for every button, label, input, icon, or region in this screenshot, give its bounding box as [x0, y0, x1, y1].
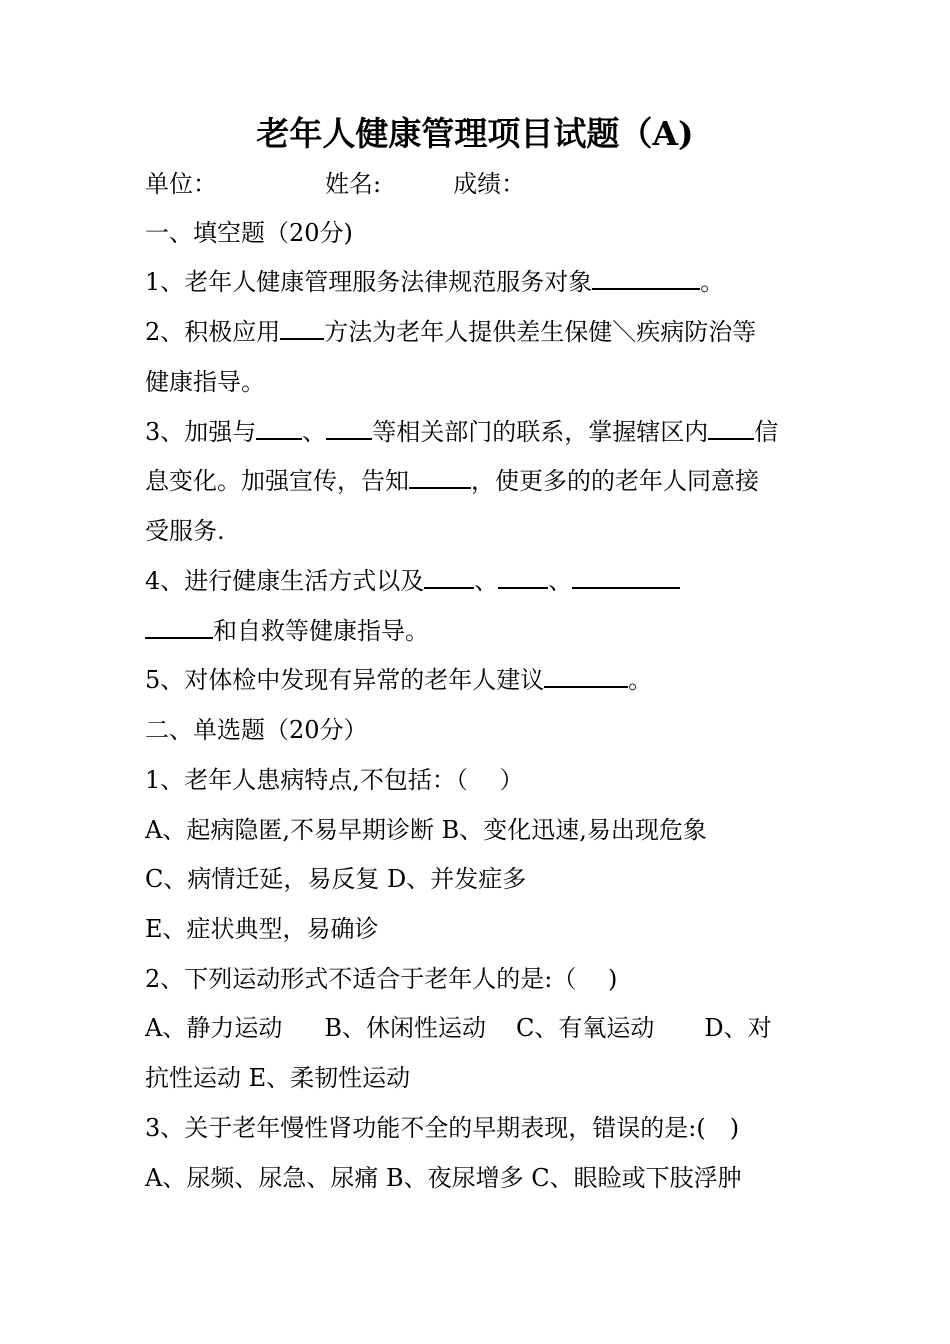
choice-question-3-stem: 3、关于老年慢性肾功能不全的早期表现，错误的是:( ): [145, 1114, 740, 1142]
choice-question-1-options-2: C、病情迁延，易反复 D、并发症多: [145, 865, 527, 893]
fill-question-4-cont: [145, 613, 815, 649]
question-text: 息变化。加强宣传，告知: [145, 467, 409, 495]
fill-question-2: [145, 314, 815, 350]
score-label: 成绩：: [453, 170, 526, 198]
answer-blank[interactable]: [326, 414, 372, 440]
section-heading-fill-blank: 一、填空题（20分): [145, 219, 353, 247]
question-text: 方法为老年人提供差生保健＼疾病防治等: [324, 318, 757, 346]
option-c: C、有氧运动: [515, 1014, 655, 1042]
choice-question-1-options-1: A、起病隐匿,不易早期诊断 B、变化迅速,易出现危象: [145, 816, 707, 844]
question-text: 信: [754, 418, 779, 446]
header-fields: [145, 166, 815, 202]
name-label: 姓名:: [325, 170, 382, 198]
question-text: 3、加强与: [145, 418, 257, 446]
answer-blank[interactable]: [424, 563, 474, 589]
answer-blank[interactable]: [592, 264, 700, 290]
choice-question-2-options-2: 抗性运动 E、柔韧性运动: [145, 1064, 411, 1092]
choice-question-1-options-3: E、症状典型，易确诊: [145, 915, 379, 943]
question-text: 和自救等健康指导。: [213, 617, 429, 645]
fill-question-4: [145, 563, 815, 599]
punctuation: 、: [474, 567, 499, 595]
fill-question-2-cont: 健康指导。: [145, 368, 265, 396]
option-b: B、休闲性运动: [324, 1014, 486, 1042]
fill-question-1: [145, 264, 815, 300]
question-text: ，使更多的的老年人同意接: [471, 467, 759, 495]
punctuation: 、: [548, 567, 573, 595]
page-title: 老年人健康管理项目试题（A): [256, 114, 694, 153]
fill-question-3: [145, 414, 815, 450]
choice-question-2-stem: 2、下列运动形式不适合于老年人的是:（ ): [145, 965, 618, 993]
choice-question-2-options-1: [145, 1010, 815, 1046]
answer-blank[interactable]: [498, 563, 548, 589]
answer-blank[interactable]: [572, 563, 680, 589]
fill-question-5: [145, 662, 815, 698]
answer-blank[interactable]: [409, 463, 471, 489]
punctuation: 、: [302, 418, 327, 446]
punctuation: 。: [700, 268, 725, 296]
question-text: 1、老年人健康管理服务法律规范服务对象: [145, 268, 593, 296]
answer-blank[interactable]: [708, 414, 754, 440]
answer-blank[interactable]: [544, 662, 628, 688]
answer-blank[interactable]: [145, 613, 213, 639]
option-d: D、对: [704, 1014, 772, 1042]
answer-blank[interactable]: [256, 414, 302, 440]
question-text: 2、积极应用: [145, 318, 281, 346]
fill-question-3-cont: [145, 463, 815, 499]
choice-question-1-stem: 1、老年人患病特点,不包括：（ ）: [145, 766, 524, 794]
punctuation: 。: [628, 666, 653, 694]
choice-question-3-options-1: A、尿频、尿急、尿痛 B、夜尿增多 C、眼睑或下肢浮肿: [145, 1164, 742, 1192]
question-text: 4、进行健康生活方式以及: [145, 567, 425, 595]
section-heading-single-choice: 二、单选题（20分）: [145, 716, 368, 744]
unit-label: 单位：: [145, 170, 217, 198]
option-a: A、静力运动: [145, 1014, 283, 1042]
question-text: 等相关部门的联系，掌握辖区内: [372, 418, 709, 446]
fill-question-3-end: 受服务.: [145, 517, 225, 545]
question-text: 5、对体检中发现有异常的老年人建议: [145, 666, 545, 694]
answer-blank[interactable]: [280, 314, 324, 340]
